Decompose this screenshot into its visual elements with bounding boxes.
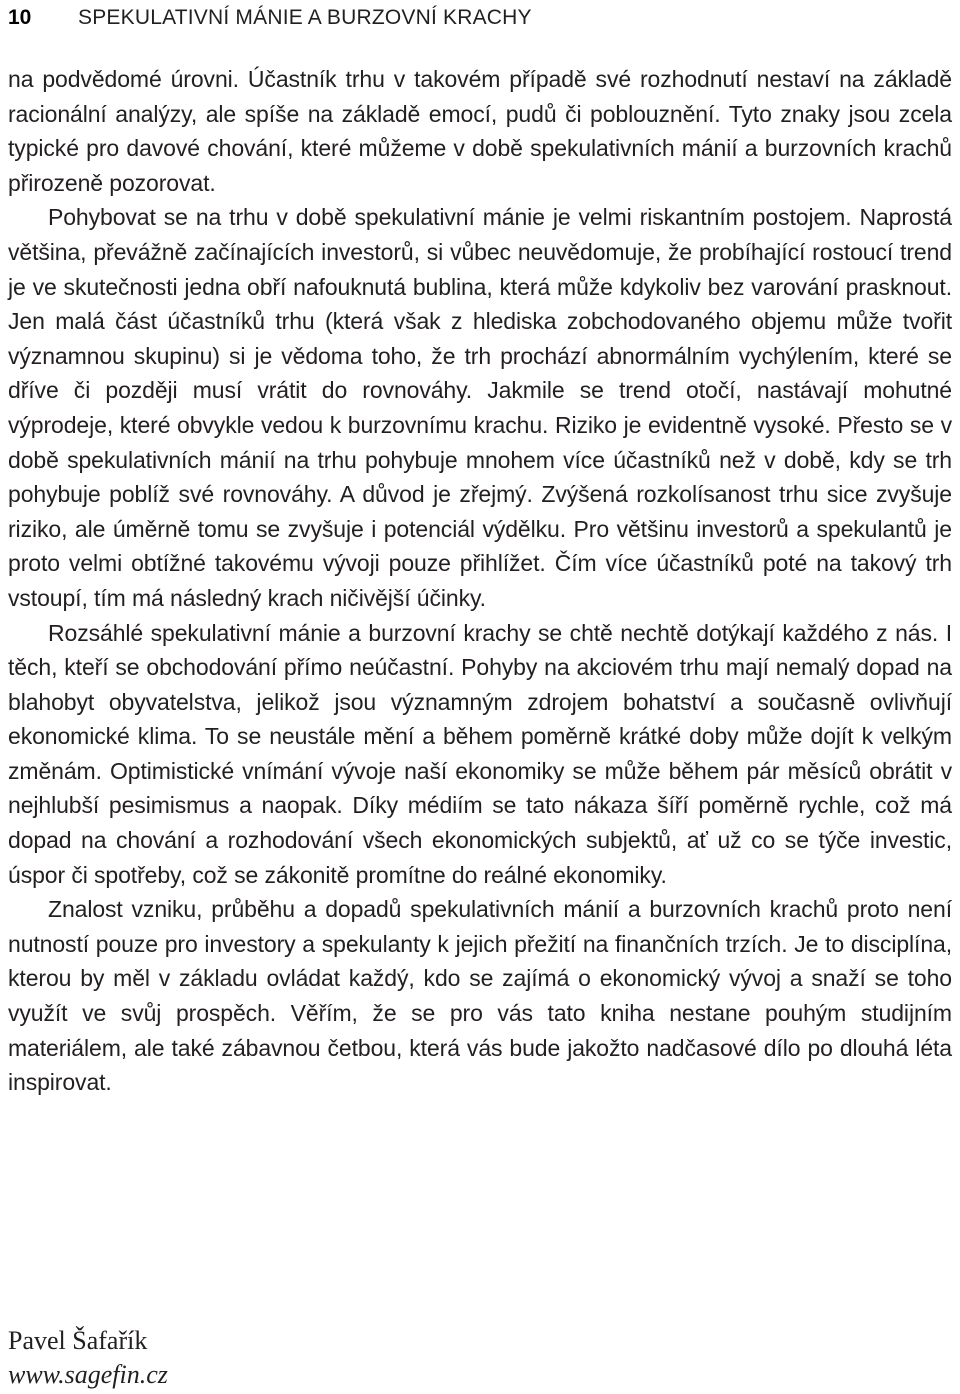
- page-number: 10: [8, 6, 32, 29]
- paragraph-conclusion: Znalost vzniku, průběhu a dopadů spekulativních mánií a burzovních krachů proto není nutností pouze pro investory a spekulanty k jejich přežití na finančních trzích. Je to disciplína, kterou by měl v základu ovládat každý, kdo se zajímá o ekonomický vývoj a snaží se toho využít ve svůj prospěch. Věřím, že se pro vás tato kniha nestane pouhým studijním materiálem, ale také zábavnou četbou, která vás bude jakožto nadčasové dílo po dlouhá léta inspirovat.: [8, 896, 952, 1096]
- paragraph-economic-impact: Rozsáhlé spekulativní mánie a burzovní krachy se chtě nechtě dotýkají každého z nás. I těch, kteří se obchodování přímo neúčastní. Pohyby na akciovém trhu mají nemalý dopad na blahobyt obyvatelstva, jelikož jsou významným zdrojem bohatství a současně ovlivňují ekonomické klima. To se neustále mění a během poměrně krátké doby může dojít k velkým změnám. Optimistické vnímání vývoje naší ekonomiky se může během pár měsíců obrátit v nejhlubší pesimismus a naopak. Díky médiím se tato nákaza šíří poměrně rychle, což má dopad na chování a rozhodování všech ekonomických subjektů, ať už co se týče investic, úspor či spotřeby, což se zákonitě promítne do reálné ekonomiky.: [8, 619, 952, 888]
- signature: [8, 1324, 168, 1392]
- body-text: [8, 62, 952, 1100]
- running-head: [8, 2, 532, 34]
- paragraph-continuation: na podvědomé úrovni. Účastník trhu v takovém případě své rozhodnutí nestaví na základě racionální analýzy, ale spíše na základě emocí, pudů či poblouznění. Tyto znaky jsou zcela typické pro davové chování, které můžeme v době spekulativních mánií a burzovních krachů přirozeně pozorovat.: [8, 66, 952, 196]
- author-name: Pavel Šafařík: [8, 1326, 148, 1355]
- author-website: www.sagefin.cz: [8, 1360, 168, 1389]
- paragraph-market-risk: Pohybovat se na trhu v době spekulativní mánie je velmi riskantním postojem. Naprostá většina, převážně začínajících investorů, si vůbec neuvědomuje, že probíhající rostoucí trend je ve skutečnosti jedna obří nafouknutá bublina, která může kdykoliv bez varování prasknout. Jen malá část účastníků trhu (která však z hlediska zobchodovaného objemu může tvořit významnou skupinu) si je vědoma toho, že trh prochází abnormálním vychýlením, které se dříve či později musí vrátit do rovnováhy. Jakmile se trend otočí, nastávají mohutné výprodeje, které obvykle vedou k burzovnímu krachu. Riziko je evidentně vysoké. Přesto se v době spekulativních mánií na trhu pohybuje mnohem více účastníků než v době, kdy se trh pohybuje poblíž své rovnováhy. A důvod je zřejmý. Zvýšená rozkolísanost trhu sice zvyšuje riziko, ale úměrně tomu se zvyšuje i potenciál výdělku. Pro většinu investorů a spekulantů je proto velmi obtížné takovému vývoji pouze přihlížet. Čím více účastníků poté na takový trh vstoupí, tím má následný krach ničivější účinky.: [8, 204, 952, 611]
- chapter-title: SPEKULATIVNÍ MÁNIE A BURZOVNÍ KRACHY: [78, 6, 532, 29]
